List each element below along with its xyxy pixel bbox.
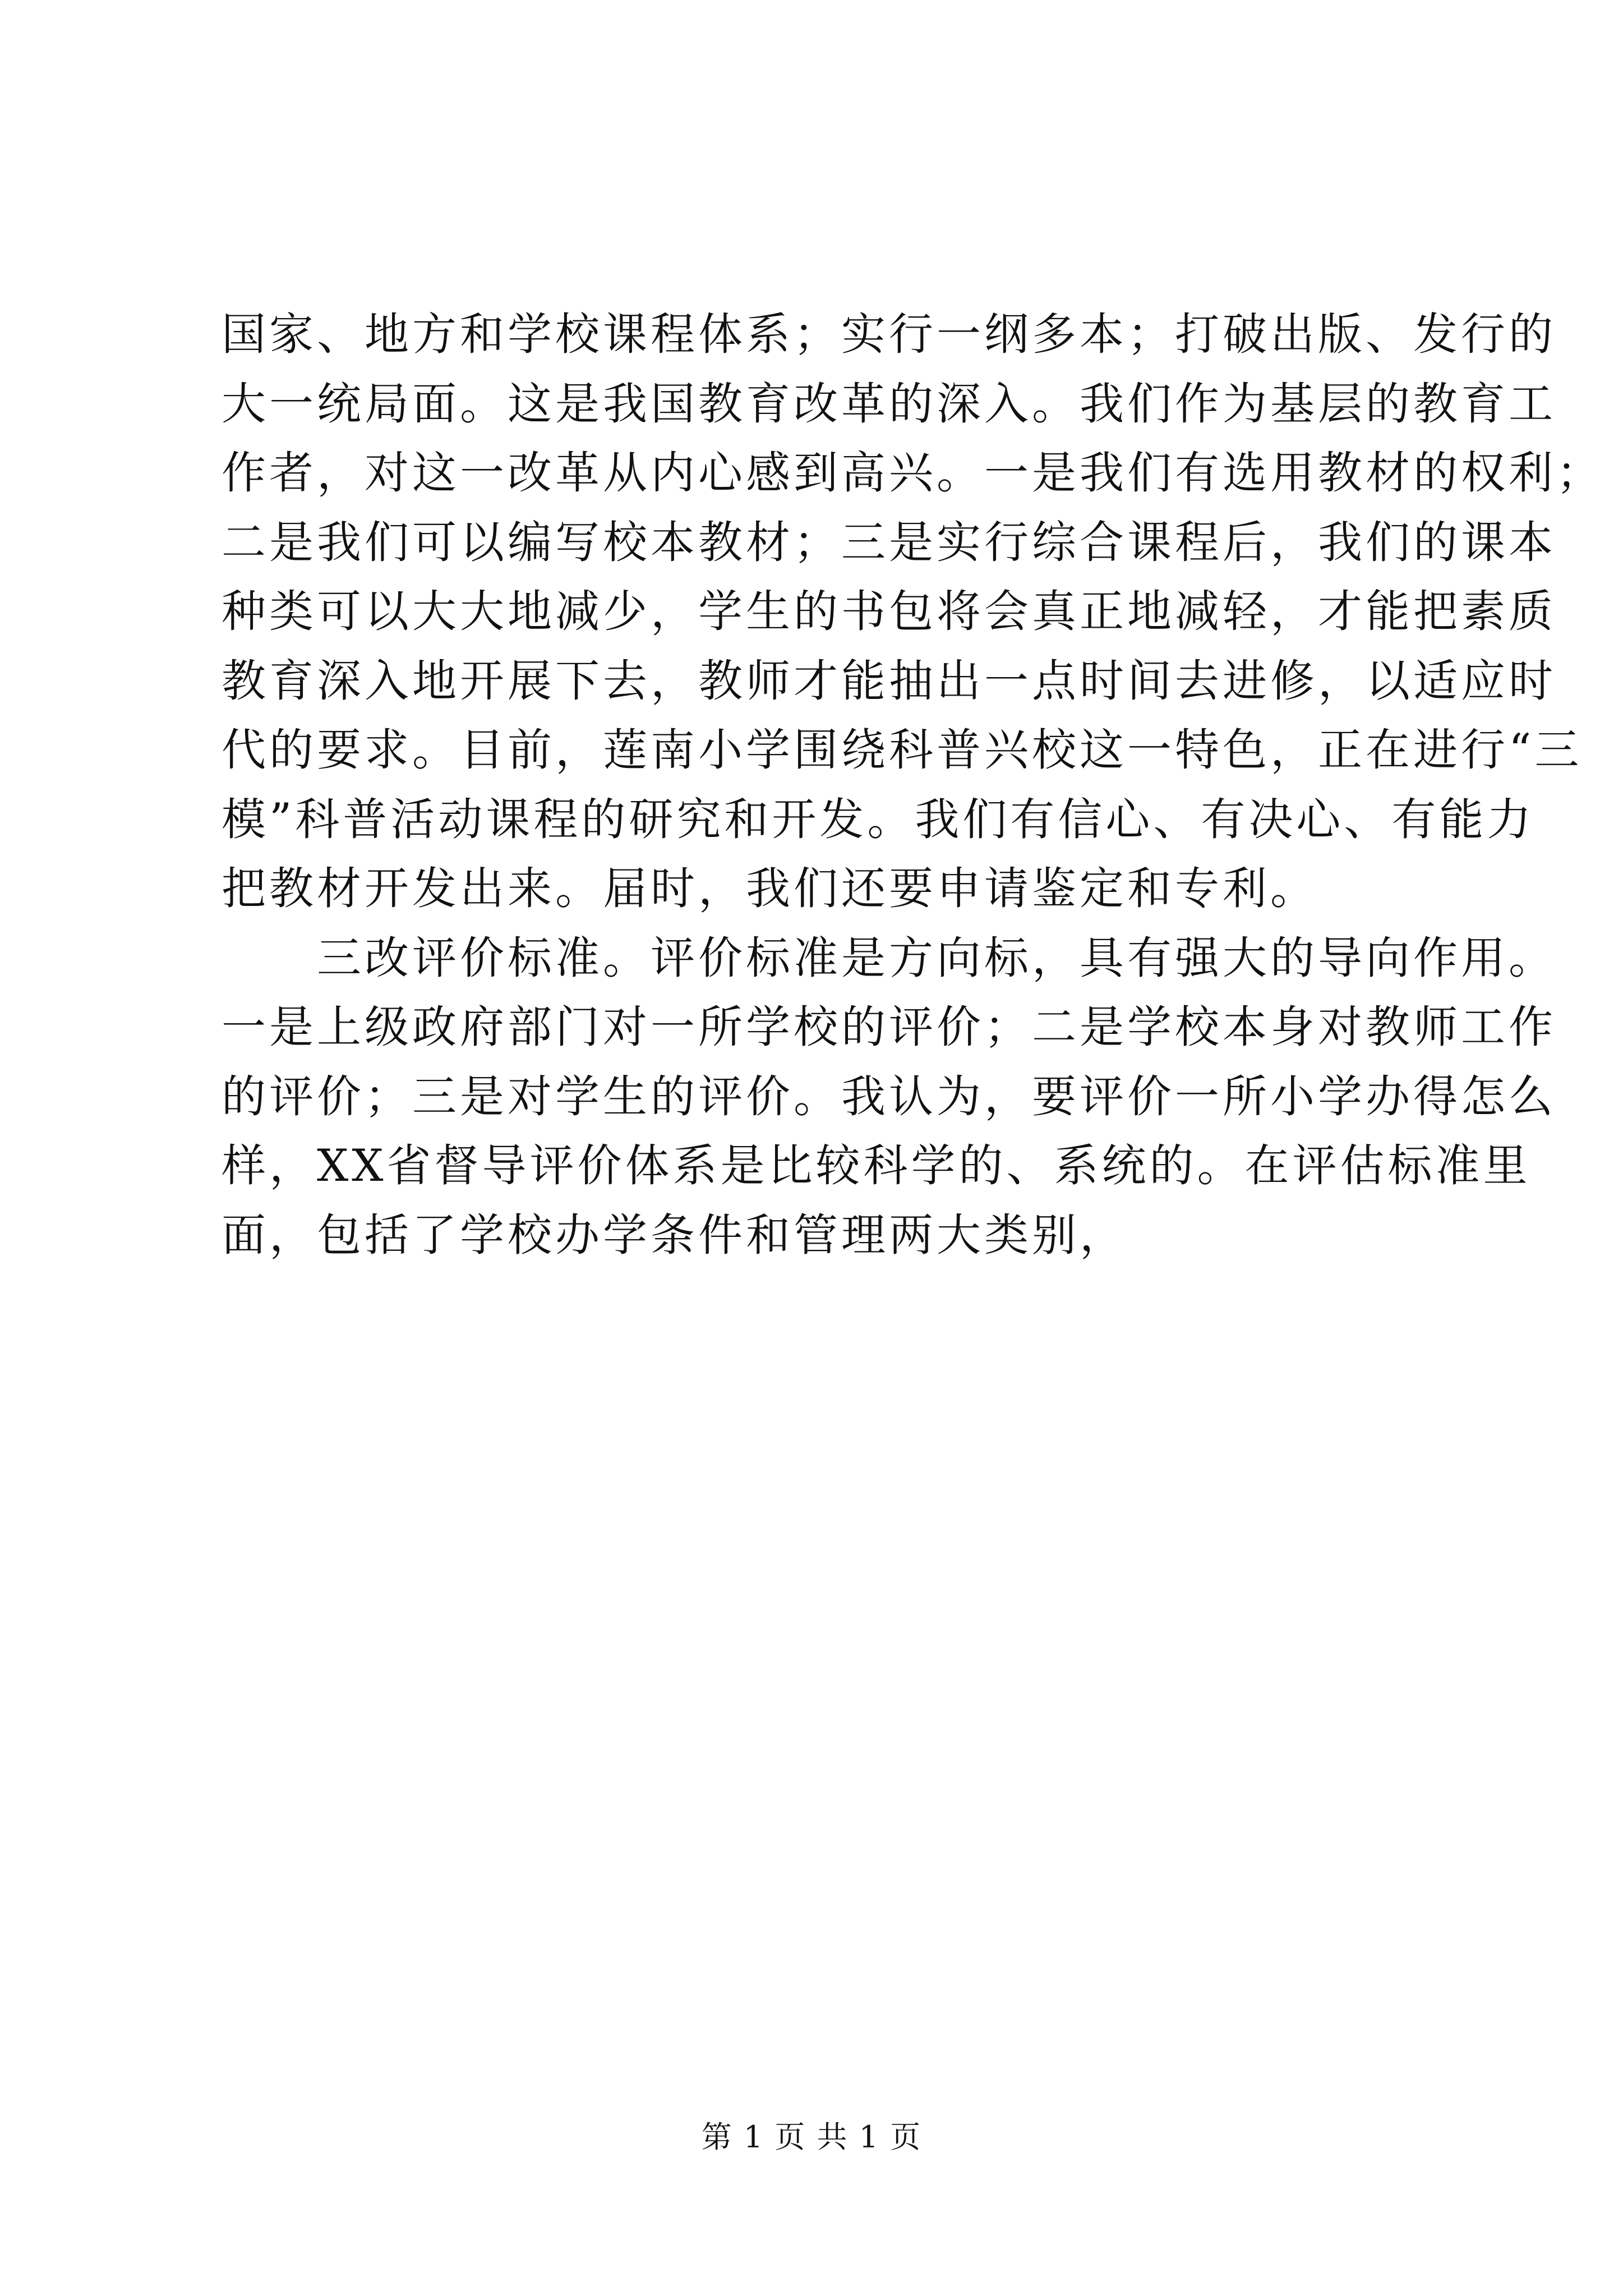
text-line: 一是上级政府部门对一所学校的评价；二是学校本身对教师工作 xyxy=(222,1001,1556,1053)
text-line: 大一统局面。这是我国教育改革的深入。我们作为基层的教育工 xyxy=(222,378,1556,430)
text-line: 种类可以大大地减少，学生的书包将会真正地减轻，才能把素质 xyxy=(222,586,1556,637)
text-line: 作者，对这一改革从内心感到高兴。一是我们有选用教材的权利； xyxy=(222,447,1604,499)
text-line: 代的要求。目前，莲南小学围绕科普兴校这一特色，正在进行“三 xyxy=(222,724,1583,776)
text-line: 三改评价标准。评价标准是方向标，具有强大的导向作用。 xyxy=(222,932,1556,984)
text-line: 样，XX省督导评价体系是比较科学的、系统的。在评估标准里 xyxy=(222,1140,1531,1191)
text-line: 把教材开发出来。届时，我们还要申请鉴定和专利。 xyxy=(222,863,1318,914)
document-body xyxy=(222,300,1604,1270)
page-number: 第 1 页 共 1 页 xyxy=(701,2119,922,2155)
text-line: 国家、地方和学校课程体系；实行一纲多本；打破出版、发行的 xyxy=(222,309,1556,360)
text-line: 面，包括了学校办学条件和管理两大类别， xyxy=(222,1209,1127,1261)
text-line: 模”科普活动课程的研究和开发。我们有信心、有决心、有能力 xyxy=(222,793,1535,845)
page-footer xyxy=(0,2118,1623,2157)
text-line: 二是我们可以编写校本教材；三是实行综合课程后，我们的课本 xyxy=(222,516,1556,568)
text-line: 教育深入地开展下去，教师才能抽出一点时间去进修，以适应时 xyxy=(222,655,1556,707)
text-line: 的评价；三是对学生的评价。我认为，要评价一所小学办得怎么 xyxy=(222,1070,1556,1122)
